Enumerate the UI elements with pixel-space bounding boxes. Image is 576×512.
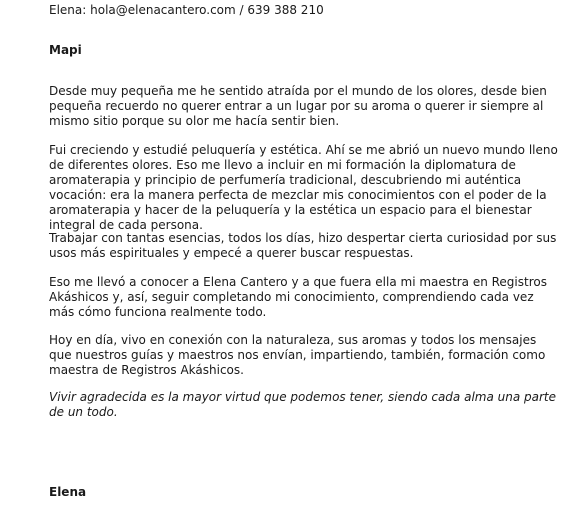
paragraph-childhood: Desde muy pequeña me he sentido atraída por el mundo de los olores, desde bien pequeña recuerdo no querer entrar a un lugar por su aroma o querer ir siempre al mismo sitio porque su olor me hacía sentir bien. [49, 84, 547, 128]
paragraph-closing-quote: Vivir agradecida es la mayor virtud que podemos tener, siendo cada alma una parte de un todo. [49, 390, 557, 419]
paragraph-curiosity: Trabajar con tantas esencias, todos los días, hizo despertar cierta curiosidad por sus usos más espirituales y empecé a querer buscar respuestas. [49, 231, 557, 260]
paragraph-present-day: Hoy en día, vivo en conexión con la naturaleza, sus aromas y todos los mensajes que nuestros guías y maestros nos envían, impartiendo, también, formación como maestra de Registros Akáshicos. [49, 333, 546, 377]
contact-line: Elena: hola@elenacantero.com / 639 388 210 [49, 3, 324, 17]
section-heading-elena: Elena [49, 485, 87, 499]
paragraph-akashic-records: Eso me llevó a conocer a Elena Cantero y a que fuera ella mi maestra en Registros Akáshicos y, así, seguir completando mi conocimiento, comprendiendo cada vez más cómo funciona realmente todo. [49, 275, 547, 319]
paragraph-training: Fui creciendo y estudié peluquería y estética. Ahí se me abrió un nuevo mundo lleno de diferentes olores. Eso me llevo a incluir en mi formación la diplomatura de aromaterapia y principio de perfumería tradicional, descubriendo mi auténtica vocación: era la manera perfecta de mezclar mis conocimientos con el poder de la aromaterapia y hacer de la peluquería y la estética un espacio para el bienestar integral de cada persona. [49, 143, 558, 232]
section-heading-mapi: Mapi [49, 43, 82, 57]
